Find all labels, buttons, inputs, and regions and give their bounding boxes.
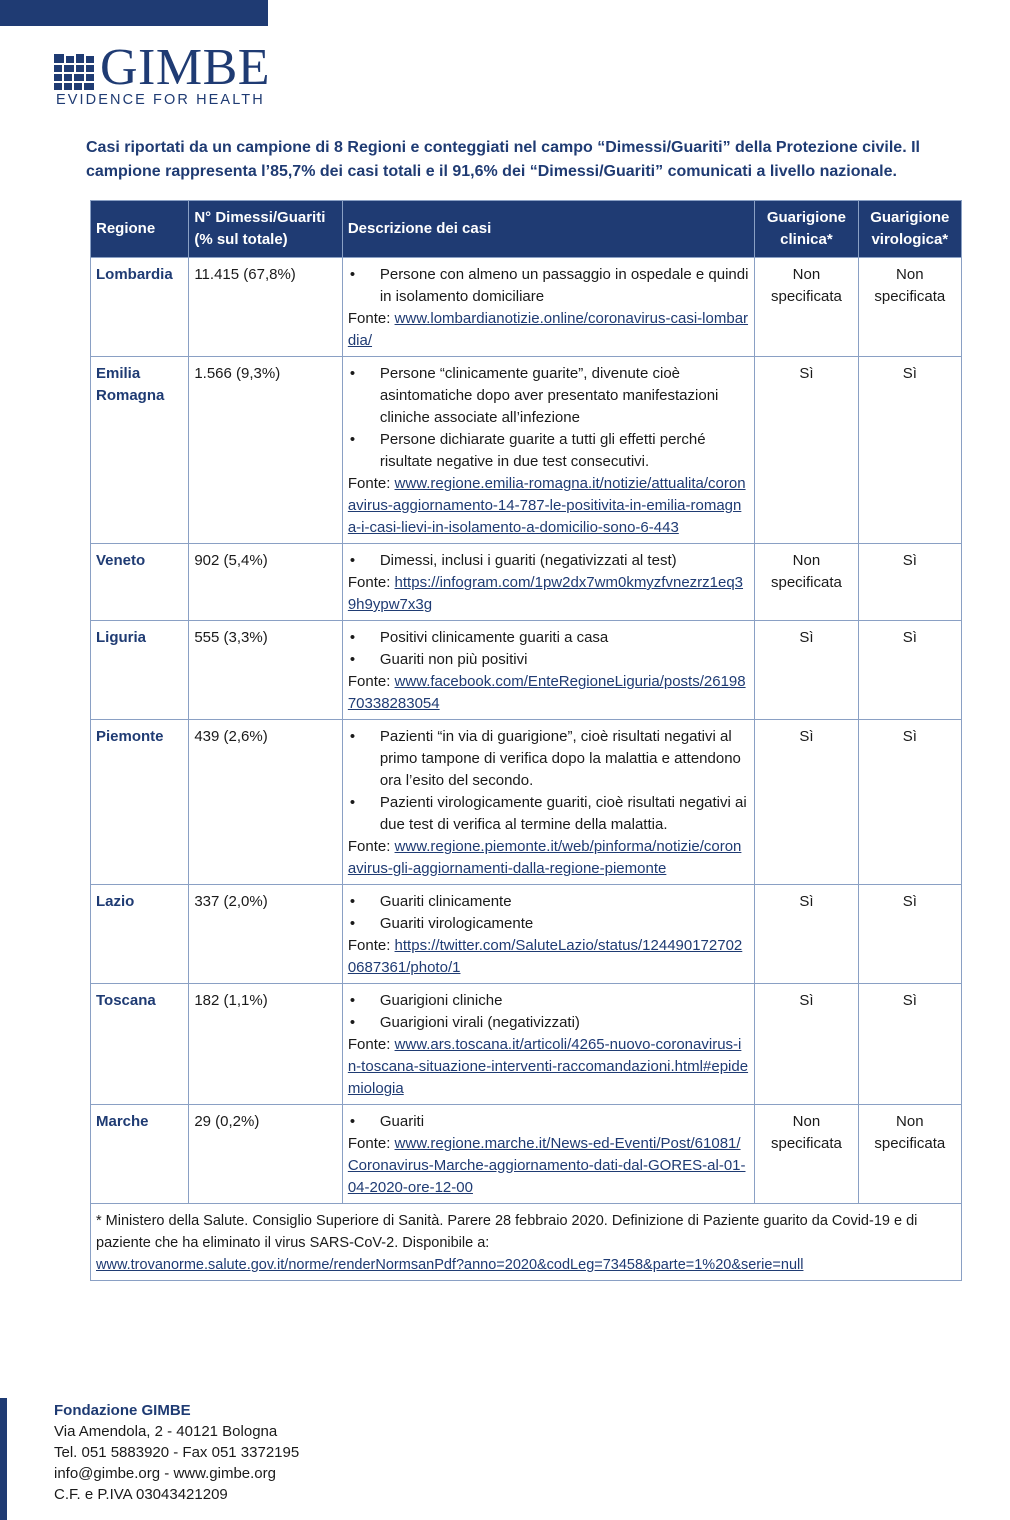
dimessi-count: 1.566 (9,3%) <box>189 357 343 544</box>
source-line <box>348 1034 749 1100</box>
guarigione-clinica-value: Sì <box>755 357 858 544</box>
table-note <box>91 1204 962 1281</box>
region-name: Veneto <box>91 544 189 621</box>
footer-address: Via Amendola, 2 - 40121 Bologna <box>54 1423 278 1440</box>
description-bullet: • Dimessi, inclusi i guariti (negativizzati al test) <box>348 550 749 572</box>
region-name: Liguria <box>91 621 189 720</box>
footer-accent-bar <box>0 1398 7 1520</box>
description-bullet: • Persone dichiarate guarite a tutti gli effetti perché risultate negative in due test consecutivi. <box>348 429 749 473</box>
guarigione-virologica-value: Sì <box>858 621 961 720</box>
table-row <box>91 357 962 544</box>
intro-text: Casi riportati da un campione di 8 Regioni e conteggiati nel campo “Dimessi/Guariti” della Protezione civile. Il campione rappresenta l’85,7% dei casi totali e il 91,6% dei “Dimessi/Guariti” comunicati a livello nazionale. <box>86 139 920 180</box>
source-line <box>348 308 749 352</box>
note-link[interactable]: www.trovanorme.salute.gov.it/norme/renderNormsanPdf?anno=2020&codLeg=73458&parte=1%20&serie=null <box>96 1257 804 1273</box>
case-description <box>342 984 754 1105</box>
description-bullet: • Persone “clinicamente guarite”, divenute cioè asintomatiche dopo aver presentato manifestazioni cliniche associate all’infezione <box>348 363 749 429</box>
source-label: Fonte: <box>347 1135 391 1152</box>
region-name: Emilia Romagna <box>91 357 189 544</box>
table-row <box>91 720 962 885</box>
gimbe-logo[interactable] <box>54 39 284 112</box>
source-link[interactable]: www.ars.toscana.it/articoli/4265-nuovo-coronavirus-in-toscana-situazione-interventi-raccomandazioni.html#epidemiologia <box>347 1036 749 1097</box>
guarigione-clinica-value: Sì <box>755 720 858 885</box>
dimessi-count: 11.415 (67,8%) <box>189 258 343 357</box>
description-bullet: • Guariti non più positivi <box>348 649 749 671</box>
description-list <box>348 1111 749 1133</box>
guarigione-virologica-value: Sì <box>858 885 961 984</box>
description-bullet: • Guariti virologicamente <box>348 913 749 935</box>
source-label: Fonte: <box>347 673 391 690</box>
case-description <box>342 1105 754 1204</box>
table-row <box>91 258 962 357</box>
description-bullet: • Positivi clinicamente guariti a casa <box>348 627 749 649</box>
description-list <box>348 990 749 1034</box>
description-bullet: • Guariti <box>348 1111 749 1133</box>
source-link[interactable]: https://infogram.com/1pw2dx7wm0kmyzfvnezrz1eq39h9ypw7x3g <box>347 574 744 613</box>
case-description <box>342 258 754 357</box>
table-header-row <box>91 201 962 258</box>
case-description <box>342 357 754 544</box>
source-link[interactable]: www.regione.marche.it/News-ed-Eventi/Post/61081/Coronavirus-Marche-aggiornamento-dati-dal-GORES-al-01-04-2020-ore-12-00 <box>347 1135 746 1196</box>
guarigione-virologica-value: Non specificata <box>858 1105 961 1204</box>
header-guarigione-clinica: Guarigione clinica* <box>755 201 858 258</box>
source-line <box>348 1133 749 1199</box>
top-accent-bar <box>0 0 268 26</box>
source-label: Fonte: <box>347 574 391 591</box>
description-bullet: • Guarigioni cliniche <box>348 990 749 1012</box>
description-list <box>348 264 749 308</box>
guarigione-virologica-value: Sì <box>858 720 961 885</box>
dimessi-count: 902 (5,4%) <box>189 544 343 621</box>
region-name: Lazio <box>91 885 189 984</box>
description-list <box>348 363 749 473</box>
case-description <box>342 720 754 885</box>
description-bullet: • Guariti clinicamente <box>348 891 749 913</box>
source-label: Fonte: <box>347 1036 391 1053</box>
region-name: Lombardia <box>91 258 189 357</box>
case-description <box>342 885 754 984</box>
table-row <box>91 1105 962 1204</box>
region-name: Toscana <box>91 984 189 1105</box>
guarigione-virologica-value: Sì <box>858 357 961 544</box>
cases-table <box>90 200 962 1281</box>
source-line <box>348 572 749 616</box>
guarigione-virologica-value: Non specificata <box>858 258 961 357</box>
header-guarigione-virologica: Guarigione virologica* <box>858 201 961 258</box>
footer-org: Fondazione GIMBE <box>54 1402 191 1419</box>
source-label: Fonte: <box>347 937 391 954</box>
source-link[interactable]: www.lombardianotizie.online/coronavirus-casi-lombardia/ <box>347 310 749 349</box>
logo-wordmark: GIMBE <box>100 39 271 96</box>
guarigione-clinica-value: Non specificata <box>755 258 858 357</box>
region-name: Piemonte <box>91 720 189 885</box>
source-line <box>348 836 749 880</box>
header-dimessi: N° Dimessi/Guariti (% sul totale) <box>189 201 343 258</box>
guarigione-clinica-value: Non specificata <box>755 544 858 621</box>
source-link[interactable]: www.facebook.com/EnteRegioneLiguria/posts/2619870338283054 <box>347 673 746 712</box>
table-row <box>91 885 962 984</box>
guarigione-clinica-value: Sì <box>755 621 858 720</box>
case-description <box>342 621 754 720</box>
table-row <box>91 621 962 720</box>
dimessi-count: 182 (1,1%) <box>189 984 343 1105</box>
footer-web[interactable]: info@gimbe.org - www.gimbe.org <box>54 1465 276 1482</box>
guarigione-virologica-value: Sì <box>858 984 961 1105</box>
dimessi-count: 337 (2,0%) <box>189 885 343 984</box>
source-label: Fonte: <box>347 310 391 327</box>
description-list <box>348 891 749 935</box>
description-bullet: • Pazienti “in via di guarigione”, cioè risultati negativi al primo tampone di verifica dopo la malattia e attendono ora l’esito del secondo. <box>348 726 749 792</box>
table-row <box>91 544 962 621</box>
gimbe-logo-icon <box>54 54 94 90</box>
source-line <box>348 671 749 715</box>
header-regione: Regione <box>91 201 189 258</box>
case-description <box>342 544 754 621</box>
guarigione-clinica-value: Sì <box>755 885 858 984</box>
description-bullet: • Guarigioni virali (negativizzati) <box>348 1012 749 1034</box>
guarigione-virologica-value: Sì <box>858 544 961 621</box>
source-line <box>348 935 749 979</box>
source-link[interactable]: www.regione.emilia-romagna.it/notizie/attualita/coronavirus-aggiornamento-14-787-le-positivita-in-emilia-romagna-i-casi-lievi-in-isolamento-a-domicilio-sono-6-443 <box>347 475 746 536</box>
header-descrizione: Descrizione dei casi <box>342 201 754 258</box>
source-line <box>348 473 749 539</box>
description-list <box>348 550 749 572</box>
logo-tagline: EVIDENCE FOR HEALTH <box>56 92 265 108</box>
description-list <box>348 726 749 836</box>
region-name: Marche <box>91 1105 189 1204</box>
description-list <box>348 627 749 671</box>
table-row <box>91 984 962 1105</box>
description-bullet: • Persone con almeno un passaggio in ospedale e quindi in isolamento domiciliare <box>348 264 749 308</box>
dimessi-count: 555 (3,3%) <box>189 621 343 720</box>
source-link[interactable]: www.regione.piemonte.it/web/pinforma/notizie/coronavirus-gli-aggiornamenti-dalla-regione-piemonte <box>347 838 742 877</box>
table-note-row <box>91 1204 962 1281</box>
guarigione-clinica-value: Sì <box>755 984 858 1105</box>
description-bullet: • Pazienti virologicamente guariti, cioè risultati negativi ai due test di verifica al termine della malattia. <box>348 792 749 836</box>
source-label: Fonte: <box>347 475 391 492</box>
footer-vat: C.F. e P.IVA 03043421209 <box>54 1486 228 1503</box>
source-link[interactable]: https://twitter.com/SaluteLazio/status/1244901727020687361/photo/1 <box>347 937 743 976</box>
dimessi-count: 439 (2,6%) <box>189 720 343 885</box>
dimessi-count: 29 (0,2%) <box>189 1105 343 1204</box>
guarigione-clinica-value: Non specificata <box>755 1105 858 1204</box>
source-label: Fonte: <box>347 838 391 855</box>
footer-contacts <box>54 1400 299 1505</box>
note-text: * Ministero della Salute. Consiglio Superiore di Sanità. Parere 28 febbraio 2020. Definizione di Paziente guarito da Covid-19 e di paziente che ha eliminato il virus SARS-CoV-2. Disponibile a: <box>96 1213 918 1251</box>
footer-phone: Tel. 051 5883920 - Fax 051 3372195 <box>54 1444 300 1461</box>
